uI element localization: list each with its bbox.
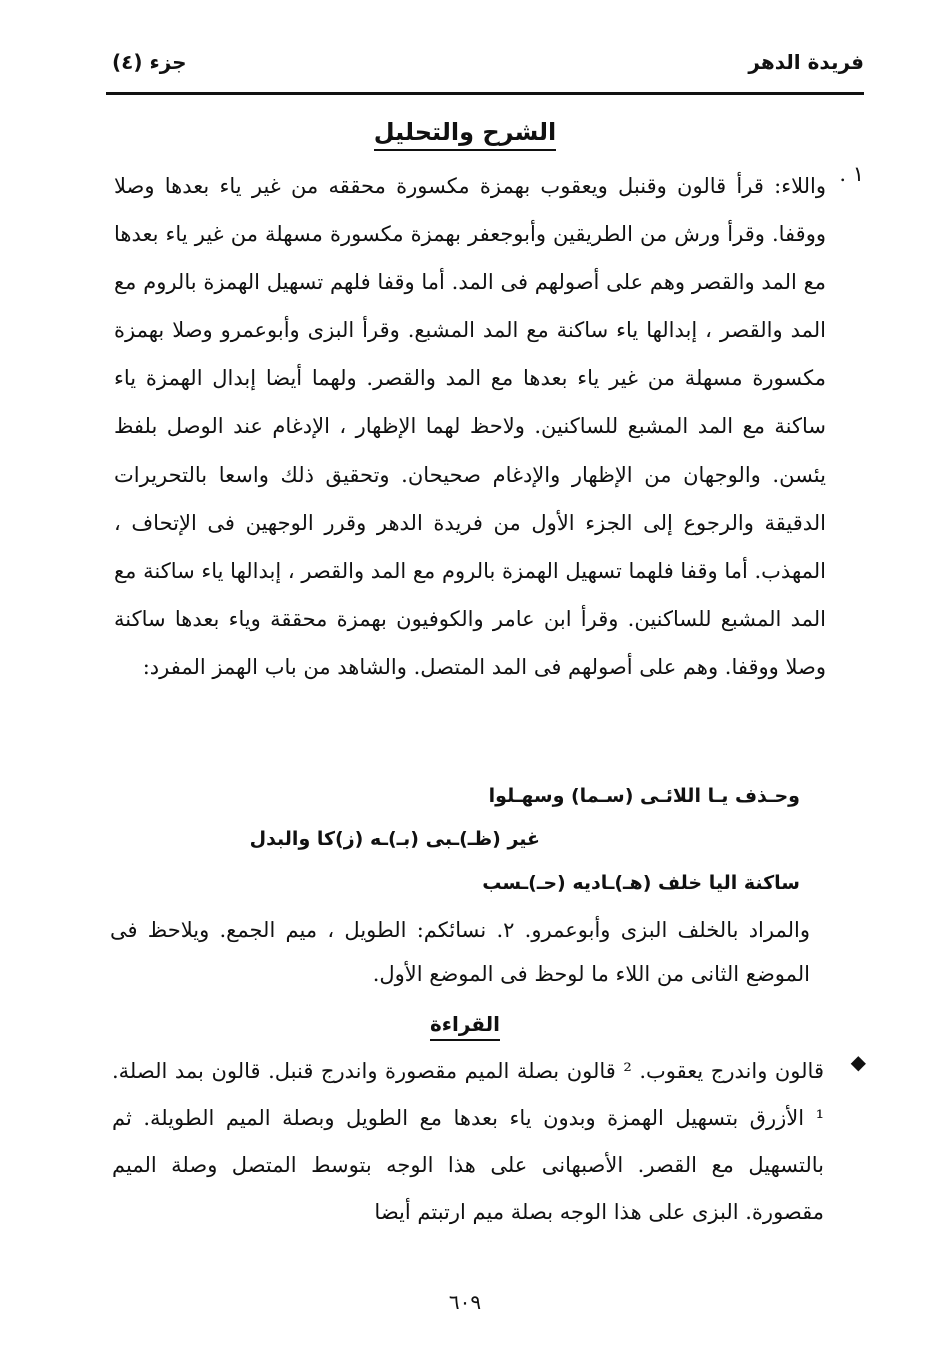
book-title: فريدة الدهر [748, 50, 864, 74]
section-title-commentary: الشرح والتحليل [0, 118, 930, 146]
commentary-paragraph: واللاء: قرأ قالون وقنبل ويعقوب بهمزة مكسورة محققه من غير ياء بعدها وصلا ووقفا. وقرأ ورش من الطريقين وأبوجعفر بهمزة مكسورة مسهلة من غير ياء بعدها مع المد والقصر وهم على أصولهم فى المد. أما وقفا فلهم تسهيل الهمزة بالروم مع المد والقصر ، إبدالها ياء ساكنة مع المد المشبع. وقرأ البزى وأبوعمرو وصلا بهمزة مكسورة مسهلة من غير ياء بعدها مع المد والقصر. ولهما أيضا إبدال الهمزة ياء ساكنة مع المد المشبع للساكنين. ولاحظ لهما الإظهار ، الإدغام عند الوصل بلفظ يئسن. والوجهان من الإظهار والإدغام صحيحان. وتحقيق ذلك واسعا بالتحريرات الدقيقة والرجوع إلى الجزء الأول من فريدة الدهر وقرر الوجهين فى الإتحاف ، المهذب. أما وقفا فلهما تسهيل الهمزة بالروم مع المد والقصر ، إبدالها ياء ساكنة مع المد المشبع للساكنين. وقرأ ابن عامر والكوفيون بهمزة محققة وياء بعدها ساكنة وصلا ووقفا. وهم على أصولهم فى المد المتصل. والشاهد من باب الهمز المفرد: [114, 174, 826, 679]
page-header [106, 42, 864, 95]
verse-line-2: غير (ظـ)ـبى (بـ)ـه (ز)كا والبدل [249, 828, 540, 850]
part-number: جزء (٤) [112, 50, 187, 74]
verse-line-3: ساكنة اليا خلف (هـ)ـاديه (حـ)ـسب [482, 872, 800, 894]
verse-line-1: وحـذف يـا اللائـى (سـما) وسهـلوا [488, 785, 800, 807]
item-marker: ١ . [839, 162, 864, 186]
after-verse-paragraph: والمراد بالخلف البزى وأبوعمرو. ٢. نسائكم: الطويل ، ميم الجمع. ويلاحظ فى الموضع الثانى من اللاء ما لوحظ فى الموضع الأول. [110, 918, 810, 986]
bullet-diamond-icon: ◆ [850, 1050, 866, 1074]
reading-paragraph: قالون واندرج يعقوب. ² قالون بصلة الميم مقصورة واندرج قنبل. قالون بمد الصلة. ¹ الأزرق بتسهيل الهمزة وبدون ياء بعدها مع الطويل وبصلة الميم الطويلة. ثم بالتسهيل مع القصر. الأصبهانى على هذا الوجه بتوسط المتصل وصلة الميم مقصورة. البزى على هذا الوجه بصلة ميم ارتبتم أيضا [112, 1059, 824, 1224]
section-title-reading: القراءة [0, 1012, 930, 1036]
page-number: ٦٠٩ [448, 1290, 482, 1314]
